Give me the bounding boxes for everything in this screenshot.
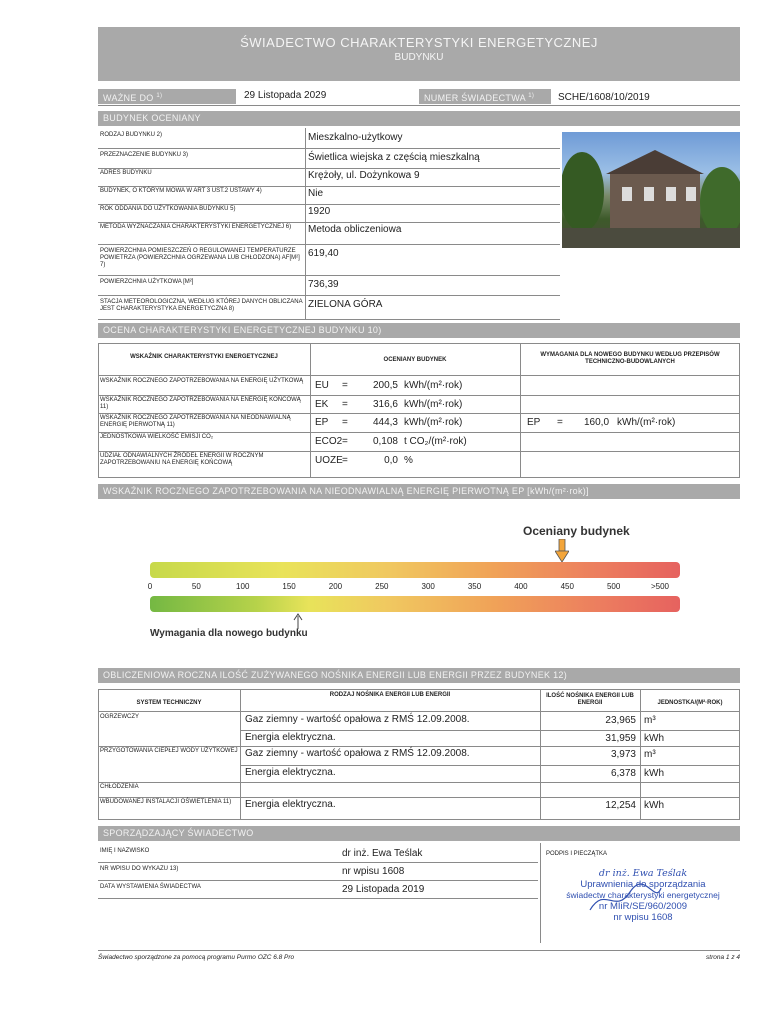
cons-col-3 (640, 689, 641, 819)
building-row-value: Krężoły, ul. Dożynkowa 9 (308, 170, 420, 181)
cons-top (98, 689, 740, 690)
cons-row-system: WBUDOWANEJ INSTALACJI OŚWIETLENIA 11) (100, 799, 232, 805)
scale-tick-label: 0 (147, 582, 153, 591)
building-row-divider (98, 295, 560, 296)
cons-row-system: CHŁODZENIA (100, 784, 139, 790)
author-line-1 (98, 862, 538, 863)
cons-row-amount: 3,973 (610, 749, 636, 760)
scale-tick-label: 250 (375, 582, 389, 591)
cons-row-amount: 12,254 (605, 800, 636, 811)
valid-value: 29 Listopada 2029 (244, 90, 327, 101)
cons-row-amount: 6,378 (610, 768, 636, 779)
building-row-value: Nie (308, 188, 324, 199)
footer-software: Świadectwo sporządzone za pomocą programu Purmo OZC 6.8 Pro (98, 954, 295, 961)
cons-col-2 (540, 689, 541, 819)
cons-col-1 (240, 689, 241, 819)
cons-row-unit: m³ (644, 749, 656, 760)
assess-row-value: 0,108 (372, 436, 398, 447)
cons-row-divider (240, 730, 740, 731)
building-row-label: POWIERZCHNIA POMIESZCZEŃ O REGULOWANEJ TEMPERATURZE POWIETRZA (POWIERZCHNIA OGRZEWANA LUB CHŁODZONA) AF[M²] 7) (100, 248, 300, 268)
scale-tick-label: 200 (328, 582, 343, 591)
building-row-value: 736,39 (308, 279, 339, 290)
signature-scribble-icon (585, 880, 665, 920)
stamp-line: dr inż. Ewa Teślak (598, 868, 688, 879)
building-photo (562, 132, 740, 248)
scale-tick-label: 500 (606, 582, 621, 591)
building-row-divider (98, 168, 560, 169)
building-row-value: ZIELONA GÓRA (308, 299, 383, 310)
stamp-line: nr wpisu 1608 (613, 912, 673, 923)
building-row-divider (98, 186, 560, 187)
building-row-divider (98, 204, 560, 205)
cons-head-unit: JEDNOSTKA/(M²·ROK) (657, 700, 723, 706)
scale-tick-label: 350 (467, 582, 482, 591)
footer-line (98, 950, 740, 951)
building-row-label: ADRES BUDYNKU (100, 170, 152, 176)
stamp-line: nr MIiR/SE/960/2009 (598, 901, 688, 912)
building-row-value: Mieszkalno-użytkowy (308, 132, 403, 143)
assess-col-2 (520, 343, 521, 478)
author-divider (540, 843, 541, 943)
cons-row-carrier: Gaz ziemny - wartość opałowa z RMŚ 12.09.2008. (245, 748, 470, 759)
cons-row-system: PRZYGOTOWANIA CIEPŁEJ WODY UŻYTKOWEJ (100, 748, 238, 754)
cons-row-system: OGRZEWCZY (100, 714, 139, 720)
assess-row-unit: t CO₂/(m²·rok) (404, 436, 467, 447)
building-col-divider (305, 128, 306, 320)
assess-req-unit: kWh/(m²·rok) (617, 417, 676, 428)
cons-head-carrier: RODZAJ NOŚNIKA ENERGII LUB ENERGII (329, 692, 451, 698)
building-row-divider (98, 319, 560, 320)
cons-row-carrier: Energia elektryczna. (245, 799, 336, 810)
author-date-label: DATA WYSTAWIENIA ŚWIADECTWA (100, 884, 201, 890)
building-row-divider (98, 244, 560, 245)
assess-col-1 (310, 343, 311, 478)
scale-tick-label: 300 (421, 582, 435, 591)
author-reg-label: NR WPISU DO WYKAZU 13) (100, 866, 179, 872)
author-line-3 (98, 898, 538, 899)
building-row-label: STACJA METEOROLOGICZNA, WEDŁUG KTÓREJ DANYCH OBLICZANA JEST CHARAKTERYSTYKA ENERGETYCZNA 8) (100, 299, 303, 312)
building-row-value: 1920 (308, 206, 331, 217)
cons-row-divider (98, 797, 740, 798)
scale-tick-label: 100 (236, 582, 250, 591)
assess-head-required: WYMAGANIA DLA NOWEGO BUDYNKU WEDŁUG PRZEPISÓW TECHNICZNO-BUDOWLANYCH (540, 352, 720, 365)
stamp-line: świadectw charakterystyki energetycznej (566, 890, 720, 900)
cons-head-bottom (98, 711, 740, 712)
building-section-title: BUDYNEK OCENIANY (98, 111, 740, 126)
building-row-label: ROK ODDANIA DO UŻYTKOWANIA BUDYNKU 5) (100, 206, 236, 212)
author-section-title: SPORZĄDZAJĄCY ŚWIADECTWO (98, 826, 740, 841)
assess-row-eq: = (342, 417, 348, 428)
cons-row-divider (98, 746, 740, 747)
footer-page: strona 1 z 4 (706, 954, 740, 961)
assess-row-value: 200,5 (372, 380, 398, 391)
assessed-building-label: Oceniany budynek (523, 524, 630, 538)
building-row-label: PRZEZNACZENIE BUDYNKU 3) (100, 152, 189, 158)
cons-row-carrier: Gaz ziemny - wartość opałowa z RMŚ 12.09.2008. (245, 714, 470, 725)
assess-row-unit: kWh/(m²·rok) (404, 399, 463, 410)
cons-row-unit: m³ (644, 715, 656, 726)
cons-row-amount: 31,959 (605, 733, 636, 744)
building-row-label: RODZAJ BUDYNKU 2) (100, 132, 163, 138)
assess-row-label: JEDNOSTKOWA WIELKOŚĆ EMISJI CO₂ (100, 434, 214, 440)
assess-row-value: 316,6 (372, 399, 398, 410)
cons-row-carrier: Energia elektryczna. (245, 767, 336, 778)
building-row-value: 619,40 (308, 248, 339, 259)
scale-tick-label: >500 (650, 582, 670, 591)
author-date-value: 29 Listopada 2019 (342, 884, 425, 895)
assess-row-eq: = (342, 436, 348, 447)
assess-row-divider (98, 413, 740, 414)
assess-top (98, 343, 740, 344)
assess-row-symbol: EP (315, 417, 329, 428)
assess-row-value: 0,0 (384, 455, 398, 466)
scale-tick-label: 150 (282, 582, 296, 591)
author-name-label: IMIĘ I NAZWISKO (100, 848, 150, 854)
assess-req-value: 160,0 (584, 417, 610, 428)
assess-req-eq: = (557, 417, 563, 428)
cons-row-divider (98, 819, 740, 820)
cons-left (98, 689, 99, 819)
building-row-divider (98, 148, 560, 149)
number-label: NUMER ŚWIADECTWA $^{1)}$ (419, 89, 551, 104)
building-row-label: METODA WYZNACZANIA CHARAKTERYSTYKI ENERGETYCZNEJ 6) (100, 224, 292, 230)
assess-head-bottom (98, 375, 740, 376)
building-row-label: BUDYNEK, O KTÓRYM MOWA W ART 3 UST.2 USTAWY 4) (100, 188, 262, 194)
scale-tick-label: 400 (514, 582, 528, 591)
cons-row-amount: 23,965 (605, 715, 636, 726)
building-row-label: POWIERZCHNIA UŻYTKOWA [M²] (100, 279, 194, 285)
assess-row-label: WSKAŹNIK ROCZNEGO ZAPOTRZEBOWANIA NA ENERGIĘ KOŃCOWĄ 11) (100, 397, 301, 410)
scale-tick-label: 50 (191, 582, 201, 591)
author-reg-value: nr wpisu 1608 (342, 866, 405, 877)
assess-right (739, 343, 740, 478)
required-building-label: Wymagania dla nowego budynku (150, 628, 308, 639)
cons-row-unit: kWh (644, 768, 664, 779)
assess-row-eq: = (342, 455, 348, 466)
meta-underline (98, 105, 740, 106)
stamp-line: Uprawnienia do sporządzania (580, 879, 706, 890)
cons-row-unit: kWh (644, 800, 664, 811)
building-row-value: Świetlica wiejska z częścią mieszkalną (308, 152, 480, 163)
cons-row-divider (98, 782, 740, 783)
number-value: SCHE/1608/10/2019 (558, 92, 650, 103)
cons-row-divider (240, 765, 740, 766)
cons-right (739, 689, 740, 819)
assess-row-divider (98, 395, 740, 396)
scale-tick-label: 450 (560, 582, 574, 591)
assess-row-eq: = (342, 399, 348, 410)
assess-row-divider (98, 432, 740, 433)
signature-label: PODPIS I PIECZĄTKA (546, 851, 608, 857)
consumption-section-title: OBLICZENIOWA ROCZNA ILOŚĆ ZUŻYWANEGO NOŚNIKA ENERGII LUB ENERGII PRZEZ BUDYNEK 12) (98, 668, 740, 683)
assess-req-symbol: EP (527, 417, 541, 428)
assess-row-label: WSKAŹNIK ROCZNEGO ZAPOTRZEBOWANIA NA NIEODNAWIALNĄ ENERGIĘ PIERWOTNĄ 11) (100, 415, 291, 428)
required-arrow-icon (292, 613, 304, 629)
assess-left (98, 343, 99, 478)
document-title: ŚWIADECTWO CHARAKTERYSTYKI ENERGETYCZNEJ (240, 35, 598, 50)
building-row-value: Metoda obliczeniowa (308, 224, 402, 235)
assess-row-unit: kWh/(m²·rok) (404, 380, 463, 391)
building-row-divider (98, 222, 560, 223)
assess-row-eq: = (342, 380, 348, 391)
valid-label: WAŻNE DO $^{1)}$ (98, 89, 236, 104)
assess-row-symbol: EU (315, 380, 329, 391)
assess-row-unit: % (404, 455, 413, 466)
author-line-2 (98, 880, 538, 881)
assess-row-label: WSKAŹNIK ROCZNEGO ZAPOTRZEBOWANIA NA ENERGIĘ UŻYTKOWĄ (100, 378, 304, 384)
building-row-divider (98, 275, 560, 276)
building-photo-icon (562, 132, 740, 248)
assess-row-symbol: EK (315, 399, 329, 410)
assess-row-symbol: ECO2 (315, 436, 343, 447)
cons-head-amount: ILOŚĆ NOŚNIKA ENERGII LUB ENERGII (546, 693, 634, 706)
cons-row-carrier: Energia elektryczna. (245, 732, 336, 743)
assess-row-divider (98, 451, 740, 452)
assess-row-symbol: UOZE (315, 455, 343, 466)
cons-row-unit: kWh (644, 733, 664, 744)
assess-row-value: 444,3 (372, 417, 398, 428)
assess-row-divider (98, 477, 740, 478)
required-scale-bar (150, 596, 680, 612)
assess-head-assessed: OCENIANY BUDYNEK (383, 357, 447, 363)
scale-section-title: WSKAŹNIK ROCZNEGO ZAPOTRZEBOWANIA NA NIEODNAWIALNĄ ENERGIĘ PIERWOTNĄ EP [kWh/(m²·rok)] (98, 484, 740, 499)
document-subtitle: BUDYNKU (394, 52, 444, 63)
assessment-section-title: OCENA CHARAKTERYSTYKI ENERGETYCZNEJ BUDYNKU 10) (98, 323, 740, 338)
author-name-value: dr inż. Ewa Teślak (342, 848, 423, 859)
assessed-building-arrow-icon (555, 539, 569, 563)
assess-row-label: UDZIAŁ ODNAWIALNYCH ŹRÓDEŁ ENERGII W ROCZNYM ZAPOTRZEBOWANIU NA ENERGIĘ KOŃCOWĄ (100, 453, 264, 466)
assess-row-unit: kWh/(m²·rok) (404, 417, 463, 428)
assess-head-indicator: WSKAŹNIK CHARAKTERYSTYKI ENERGETYCZNEJ (130, 354, 278, 360)
assessed-scale-bar (150, 562, 680, 578)
cons-head-system: SYSTEM TECHNICZNY (136, 700, 202, 706)
